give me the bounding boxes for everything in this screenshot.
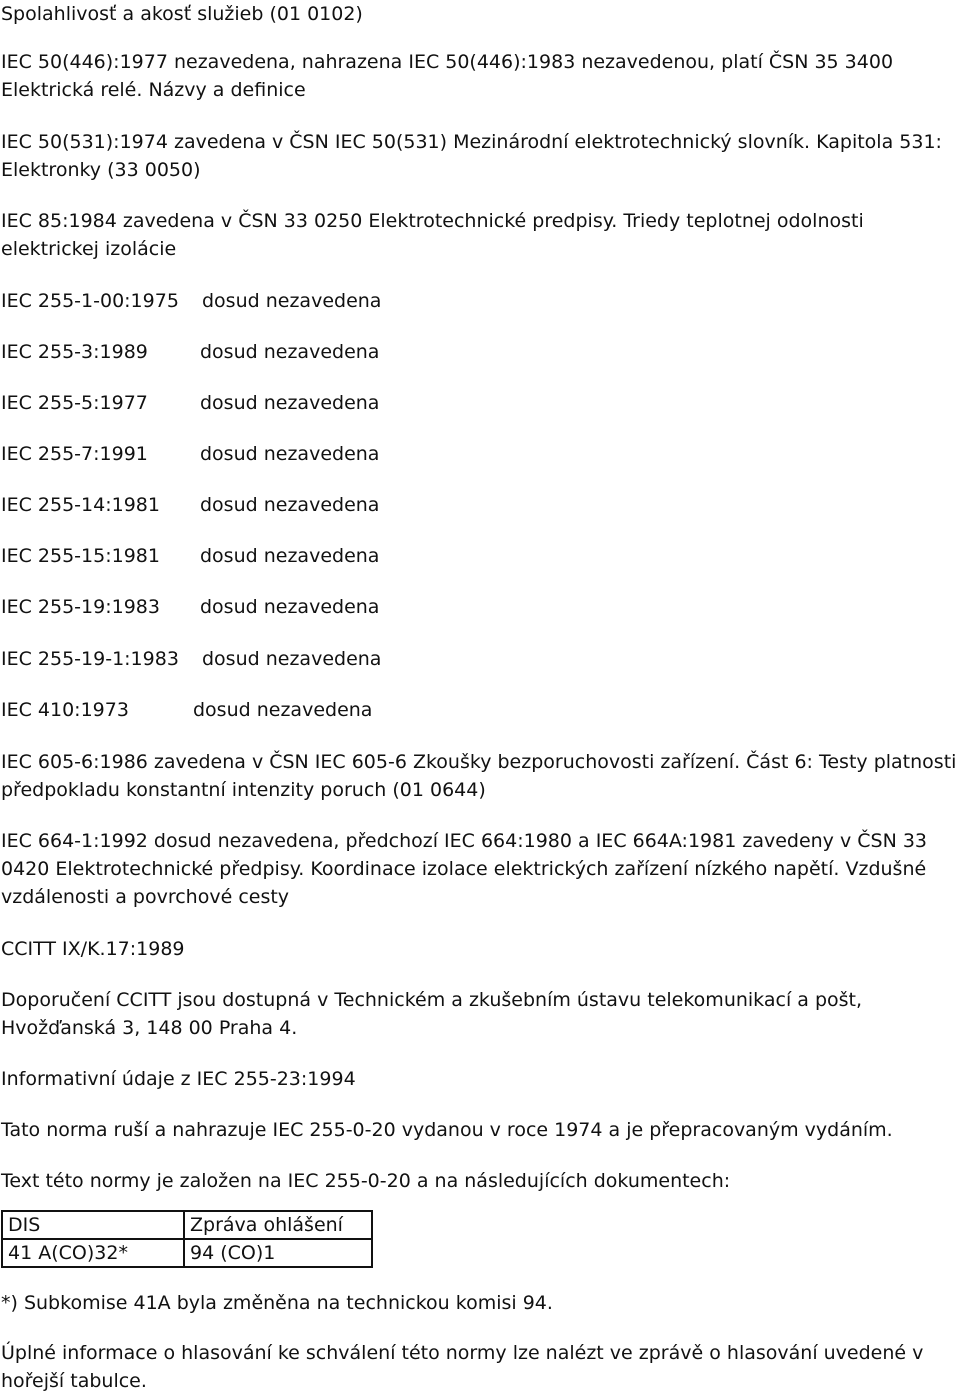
- standard-status-row: [1, 542, 501, 570]
- standard-status: dosud nezavedena: [200, 443, 380, 465]
- standard-status-row: [1, 593, 501, 621]
- voting-information-note: Úplné informace o hlasování ke schválení této normy lze nalézt ve zprávě o hlasování uvedené v hořejší tabulce.: [1, 1342, 924, 1392]
- standard-code: IEC 255-7:1991: [1, 443, 148, 465]
- standard-code: IEC 255-3:1989: [1, 341, 148, 363]
- standard-status: dosud nezavedena: [202, 648, 382, 670]
- standard-code: IEC 255-19-1:1983: [1, 648, 179, 670]
- ccitt-reference: CCITT IX/K.17:1989: [1, 938, 185, 960]
- standard-status-row: [1, 491, 501, 519]
- standard-code: IEC 255-19:1983: [1, 596, 160, 618]
- standard-code: IEC 255-14:1981: [1, 494, 160, 516]
- documents-basis-note: Text této normy je založen na IEC 255-0-20 a na následujících dokumentech:: [1, 1170, 731, 1192]
- paragraph-iec-664: IEC 664-1:1992 dosud nezavedena, předchozí IEC 664:1980 a IEC 664A:1981 zavedeny v ČSN 33 0420 Elektrotechnické předpisy. Koordinace izolace elektrických zařízení nízkého napětí. Vzdušné vzdálenosti a povrchové cesty: [1, 830, 928, 908]
- standard-status: dosud nezavedena: [200, 341, 380, 363]
- standard-status-row: [1, 440, 501, 468]
- standard-status: dosud nezavedena: [200, 545, 380, 567]
- document-header: Spolahlivosť a akosť služieb (01 0102): [1, 3, 363, 25]
- table-cell-report: 94 (CO)1: [184, 1239, 372, 1267]
- subcommittee-footnote: *) Subkomise 41A byla změněna na technickou komisi 94.: [1, 1292, 553, 1314]
- standard-code: IEC 255-5:1977: [1, 392, 148, 414]
- standard-code: IEC 255-1-00:1975: [1, 290, 179, 312]
- standard-status: dosud nezavedena: [200, 392, 380, 414]
- standard-status: dosud nezavedena: [193, 699, 373, 721]
- standard-status-row: [1, 338, 501, 366]
- table-header-report: Zpráva ohlášení: [184, 1211, 372, 1239]
- voting-documents-table: [1, 1210, 373, 1268]
- standard-status-row: [1, 389, 501, 417]
- paragraph-iec-85: IEC 85:1984 zavedena v ČSN 33 0250 Elektrotechnické predpisy. Triedy teplotnej odolnosti elektrickej izolácie: [1, 210, 864, 260]
- table-header-dis: DIS: [2, 1211, 184, 1239]
- standard-status: dosud nezavedena: [202, 290, 382, 312]
- standard-status-row: [1, 645, 501, 673]
- paragraph-iec-605: IEC 605-6:1986 zavedena v ČSN IEC 605-6 Zkoušky bezporuchovosti zařízení. Část 6: Testy platnosti předpokladu konstantní intenzity poruch (01 0644): [1, 751, 957, 801]
- paragraph-iec-50-531: IEC 50(531):1974 zavedena v ČSN IEC 50(531) Mezinárodní elektrotechnický slovník. Kapitola 531: Elektronky (33 0050): [1, 131, 942, 181]
- table-row: [2, 1211, 372, 1239]
- paragraph-iec-50-446: IEC 50(446):1977 nezavedena, nahrazena IEC 50(446):1983 nezavedenou, platí ČSN 35 3400 Elektrická relé. Názvy a definice: [1, 51, 894, 101]
- paragraph-ccitt-availability: Doporučení CCITT jsou dostupná v Technickém a zkušebním ústavu telekomunikací a pošt, Hvožďanská 3, 148 00 Praha 4.: [1, 989, 863, 1039]
- standard-status: dosud nezavedena: [200, 596, 380, 618]
- table-cell-dis: 41 A(CO)32*: [2, 1239, 184, 1267]
- standard-code: IEC 255-15:1981: [1, 545, 160, 567]
- standard-code: IEC 410:1973: [1, 699, 129, 721]
- table-row: [2, 1239, 372, 1267]
- standard-status-row: [1, 696, 501, 724]
- standard-status: dosud nezavedena: [200, 494, 380, 516]
- standard-status-row: [1, 287, 501, 315]
- replacement-note: Tato norma ruší a nahrazuje IEC 255-0-20 vydanou v roce 1974 a je přepracovaným vydáním.: [1, 1119, 893, 1141]
- informative-heading: Informativní údaje z IEC 255-23:1994: [1, 1068, 356, 1090]
